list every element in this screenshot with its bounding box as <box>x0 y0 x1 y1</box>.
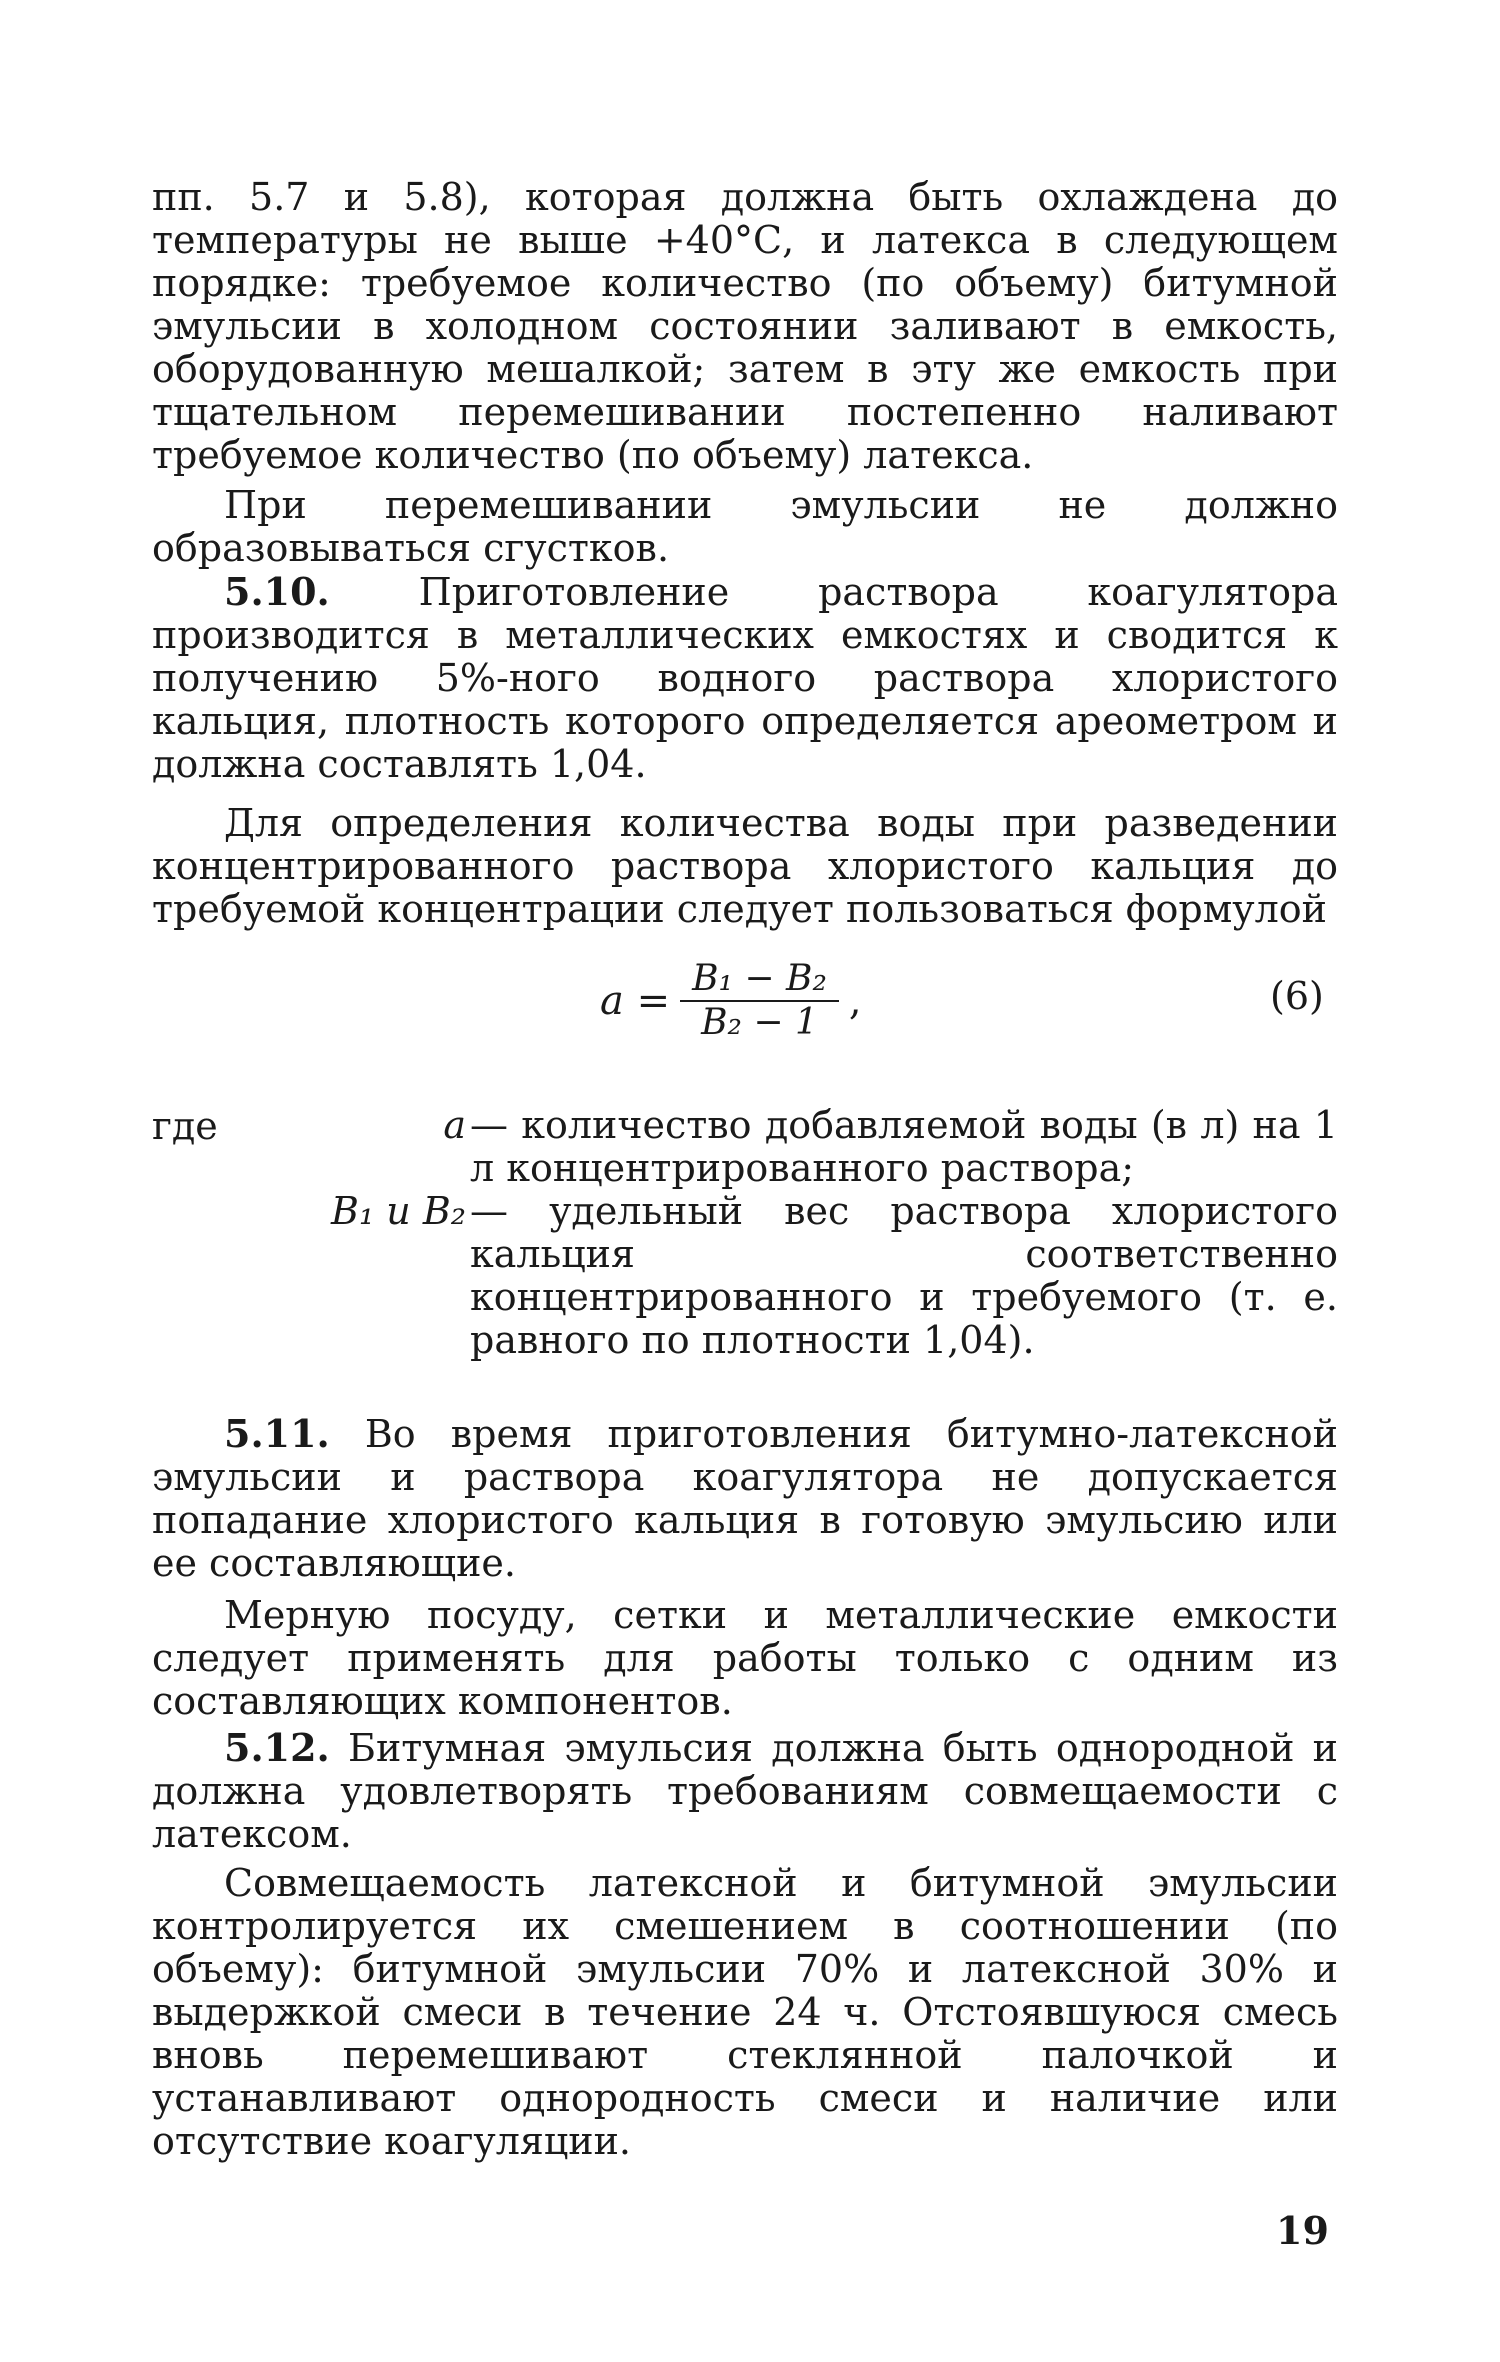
clause-number-5-11: 5.11. <box>224 1411 330 1456</box>
paragraph-formula-intro: Для определения количества воды при разведении концентрированного раствора хлористого кальция до требуемой концентрации следует пользоваться формулой <box>152 801 1338 931</box>
formula-fraction <box>680 958 839 1044</box>
where-label: где <box>152 1104 218 1148</box>
definition-a <box>443 1103 1338 1190</box>
clause-text-5-10: Приготовление раствора коагулятора производится в металлических емкостях и сводится к получению 5%-ного водного раствора хлористого кальция, плотность которого определяется ареометром и должна составлять 1,04. <box>152 570 1338 786</box>
paragraph-compatibility: Совмещаемость латексной и битумной эмульсии контролируется их смешением в соотношении (по объему): битумной эмульсии 70% и латексной 30% и выдержкой смеси в течение 24 ч. Отстоявшуюся смесь вновь перемешивают стеклянной палочкой и устанавливают однородность смеси и наличие или отсутствие коагуляции. <box>152 1861 1338 2163</box>
definition-b <box>331 1189 1338 1362</box>
definition-a-symbol: a <box>443 1103 466 1147</box>
clause-number-5-12: 5.12. <box>224 1725 330 1770</box>
definition-b-symbol: B₁ и B₂ <box>331 1189 466 1233</box>
paragraph-5-10 <box>152 570 1338 786</box>
clause-text-5-12: Битумная эмульсия должна быть однородной и должна удовлетворять требованиям совмещаемости с латексом. <box>152 1726 1338 1856</box>
paragraph-measuring-tools: Мерную посуду, сетки и металлические емкости следует применять для работы только с одним из составляющих компонентов. <box>152 1593 1338 1723</box>
page-number: 19 <box>1276 2208 1329 2253</box>
clause-text-5-11: Во время приготовления битумно-латексной эмульсии и раствора коагулятора не допускается попадание хлористого кальция в готовую эмульсию или ее составляющие. <box>152 1412 1338 1585</box>
formula-numerator: B₁ − B₂ <box>692 958 827 999</box>
formula-denominator: B₂ − 1 <box>701 1002 818 1043</box>
paragraph-continuation: пп. 5.7 и 5.8), которая должна быть охлаждена до температуры не выше +40°С, и латекса в следующем порядке: требуемое количество (по объему) битумной эмульсии в холодном состоянии заливают в емкость, оборудованную мешалкой; затем в эту же емкость при тщательном перемешивании постепенно наливают требуемое количество (по объему) латекса. <box>152 175 1338 477</box>
formula-comma: , <box>848 978 862 1024</box>
clause-number-5-10: 5.10. <box>224 569 330 614</box>
definition-b-text: — удельный вес раствора хлористого кальция соответственно концентрированного и требуемого (т. е. равного по плотности 1,04). <box>470 1189 1338 1362</box>
paragraph-mixing-note: При перемешивании эмульсии не должно образовываться сгустков. <box>152 483 1338 570</box>
paragraph-5-12 <box>152 1726 1338 1856</box>
formula-lhs: a = <box>600 978 671 1024</box>
equation-number: (6) <box>1270 974 1324 1018</box>
formula-6 <box>600 958 862 1044</box>
paragraph-5-11 <box>152 1412 1338 1585</box>
definition-a-text: — количество добавляемой воды (в л) на 1 л концентрированного раствора; <box>470 1103 1338 1190</box>
